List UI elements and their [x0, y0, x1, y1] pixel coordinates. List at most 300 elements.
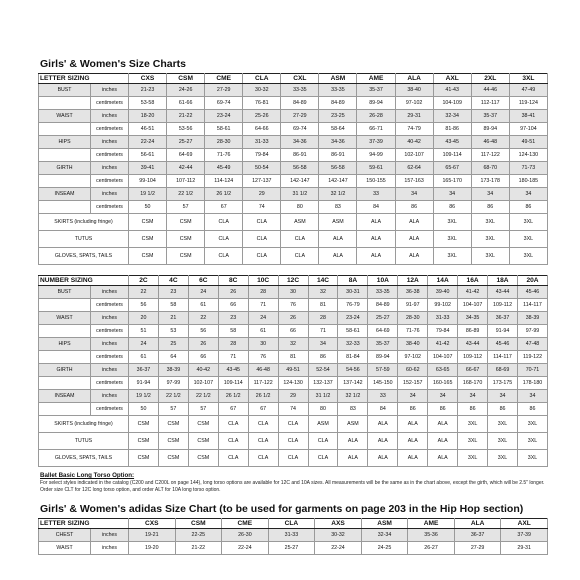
size-value-cell: 58 — [218, 325, 248, 338]
size-value-cell: ASM — [338, 416, 368, 433]
size-value-cell: 41-42 — [458, 286, 488, 299]
size-value-cell: CSM — [188, 433, 218, 450]
size-value-cell: 56 — [129, 299, 159, 312]
size-value-cell: 61-66 — [167, 97, 205, 110]
row-label: BUST — [39, 84, 91, 97]
size-value-cell: 124-130 — [278, 377, 308, 390]
unit-label: centimeters — [91, 377, 129, 390]
size-value-cell: 91-94 — [129, 377, 159, 390]
size-value-cell: 79-84 — [243, 149, 281, 162]
size-value-cell: 26 — [278, 312, 308, 325]
size-value-cell: 61 — [188, 299, 218, 312]
row-label: GLOVES, SPATS, TAILS — [39, 450, 129, 467]
unit-label: inches — [91, 338, 129, 351]
size-value-cell: 21-23 — [129, 84, 167, 97]
size-value-cell: 89-94 — [471, 123, 509, 136]
table-row — [39, 201, 548, 214]
size-value-cell: 18-20 — [129, 110, 167, 123]
size-column-header: CSM — [167, 74, 205, 84]
size-value-cell: 26 1/2 — [205, 188, 243, 201]
size-value-cell: 119-122 — [517, 351, 547, 364]
size-value-cell: 57 — [188, 403, 218, 416]
size-value-cell: 97-102 — [395, 97, 433, 110]
size-value-cell: CLA — [243, 248, 281, 265]
size-value-cell: 38-40 — [398, 338, 428, 351]
size-value-cell: 56-58 — [319, 162, 357, 175]
size-value-cell: CSM — [129, 450, 159, 467]
size-value-cell: 32-34 — [433, 110, 471, 123]
size-value-cell: 31-33 — [243, 136, 281, 149]
size-value-cell: ALA — [319, 231, 357, 248]
size-value-cell: 38-39 — [517, 312, 547, 325]
unit-label: inches — [91, 529, 129, 542]
size-value-cell: 3XL — [471, 214, 509, 231]
size-value-cell: 81-86 — [433, 123, 471, 136]
size-column-header: 2C — [129, 276, 159, 286]
size-value-cell: 81-84 — [338, 351, 368, 364]
size-column-header: CLA — [268, 519, 315, 529]
size-value-cell: 64 — [158, 351, 188, 364]
unit-label: inches — [91, 364, 129, 377]
row-label — [39, 403, 91, 416]
size-value-cell: 30 — [248, 338, 278, 351]
size-value-cell: 31 1/2 — [281, 188, 319, 201]
size-value-cell: 29 — [278, 390, 308, 403]
table-row — [39, 377, 548, 390]
size-value-cell: CLA — [205, 231, 243, 248]
size-column-header: CSM — [175, 519, 222, 529]
size-value-cell: 79-84 — [428, 325, 458, 338]
size-value-cell: CSM — [167, 214, 205, 231]
size-value-cell: 60-62 — [398, 364, 428, 377]
unit-label: centimeters — [91, 123, 129, 136]
size-value-cell: 107-112 — [167, 175, 205, 188]
size-value-cell: 102-107 — [188, 377, 218, 390]
size-value-cell: 38-39 — [158, 364, 188, 377]
size-value-cell: 23-24 — [338, 312, 368, 325]
table-row — [39, 188, 548, 201]
size-value-cell: 58-61 — [205, 123, 243, 136]
size-value-cell: ASM — [319, 214, 357, 231]
note-title: Ballet Basic Long Torso Option: — [40, 472, 135, 479]
size-value-cell: CSM — [167, 231, 205, 248]
size-column-header: 20A — [517, 276, 547, 286]
size-value-cell: 43-44 — [458, 338, 488, 351]
size-column-header: 4C — [158, 276, 188, 286]
size-value-cell: CLA — [281, 248, 319, 265]
size-value-cell: ALA — [357, 248, 395, 265]
size-value-cell: 67 — [248, 403, 278, 416]
size-value-cell: 43-45 — [218, 364, 248, 377]
size-value-cell: 25-27 — [268, 542, 315, 555]
row-label: HIPS — [39, 338, 91, 351]
size-value-cell: 43-44 — [488, 286, 518, 299]
size-value-cell: 114-124 — [205, 175, 243, 188]
size-value-cell: CSM — [167, 248, 205, 265]
size-value-cell: 26 — [188, 338, 218, 351]
size-value-cell: 22 — [188, 312, 218, 325]
size-value-cell: 34 — [398, 390, 428, 403]
size-value-cell: 36-38 — [398, 286, 428, 299]
size-value-cell: 50 — [129, 403, 159, 416]
size-value-cell: CLA — [218, 416, 248, 433]
size-column-header: 12A — [398, 276, 428, 286]
size-column-header: 3XL — [509, 74, 547, 84]
size-value-cell: 34 — [428, 390, 458, 403]
size-value-cell: 26-27 — [408, 542, 455, 555]
unit-label: centimeters — [91, 403, 129, 416]
unit-label: inches — [91, 542, 129, 555]
size-column-header: AXL — [433, 74, 471, 84]
table-row — [39, 110, 548, 123]
size-value-cell: 34 — [433, 188, 471, 201]
size-value-cell: 33-35 — [281, 84, 319, 97]
size-value-cell: 36-37 — [454, 529, 501, 542]
table-row — [39, 149, 548, 162]
size-value-cell: 109-112 — [488, 299, 518, 312]
header-row — [39, 519, 548, 529]
size-value-cell: 32 1/2 — [338, 390, 368, 403]
size-value-cell: 34 — [458, 390, 488, 403]
size-value-cell: ALA — [428, 416, 458, 433]
size-value-cell: 25-27 — [368, 312, 398, 325]
size-column-header: CXS — [129, 74, 167, 84]
unit-label: inches — [91, 110, 129, 123]
size-value-cell: 84 — [357, 201, 395, 214]
size-value-cell: 109-112 — [458, 351, 488, 364]
size-value-cell: 3XL — [433, 214, 471, 231]
size-value-cell: 34 — [517, 390, 547, 403]
size-value-cell: 36-37 — [129, 364, 159, 377]
size-value-cell: ALA — [368, 433, 398, 450]
table-row — [39, 214, 548, 231]
size-value-cell: 83 — [319, 201, 357, 214]
size-value-cell: 68-69 — [488, 364, 518, 377]
size-value-cell: 24 — [248, 312, 278, 325]
size-value-cell: 76 — [278, 299, 308, 312]
size-value-cell: CSM — [188, 416, 218, 433]
charts-title: Girls' & Women's Size Charts — [40, 58, 187, 70]
size-value-cell: 76-79 — [338, 299, 368, 312]
size-value-cell: ALA — [428, 433, 458, 450]
size-value-cell: 27-29 — [281, 110, 319, 123]
size-value-cell: 28 — [248, 286, 278, 299]
size-value-cell: ALA — [398, 433, 428, 450]
size-value-cell: 104-107 — [458, 299, 488, 312]
size-value-cell: 34 — [488, 390, 518, 403]
size-value-cell: 173-175 — [488, 377, 518, 390]
size-value-cell: 71 — [218, 351, 248, 364]
table-row — [39, 338, 548, 351]
size-value-cell: 66-71 — [357, 123, 395, 136]
size-value-cell: 127-137 — [243, 175, 281, 188]
size-value-cell: 145-150 — [368, 377, 398, 390]
size-value-cell: CSM — [158, 433, 188, 450]
size-value-cell: ALA — [398, 416, 428, 433]
table-row — [39, 248, 548, 265]
size-value-cell: CSM — [188, 450, 218, 467]
size-value-cell: 84-89 — [319, 97, 357, 110]
size-value-cell: 22-24 — [315, 542, 362, 555]
row-label — [39, 149, 91, 162]
size-value-cell: 3XL — [458, 450, 488, 467]
size-value-cell: 35-37 — [471, 110, 509, 123]
size-value-cell: 152-157 — [398, 377, 428, 390]
size-value-cell: 91-97 — [398, 299, 428, 312]
sizing-type-header: LETTER SIZING — [39, 74, 129, 84]
size-value-cell: 66-67 — [458, 364, 488, 377]
size-column-header: ALA — [395, 74, 433, 84]
size-value-cell: 50-54 — [243, 162, 281, 175]
row-label: SKIRTS (including fringe) — [39, 214, 129, 231]
size-value-cell: 84-89 — [281, 97, 319, 110]
row-label: HIPS — [39, 136, 91, 149]
row-label: TUTUS — [39, 433, 129, 450]
size-value-cell: 63-65 — [428, 364, 458, 377]
row-label: GIRTH — [39, 364, 91, 377]
size-value-cell: 97-104 — [509, 123, 547, 136]
size-value-cell: 19-20 — [129, 542, 176, 555]
size-value-cell: 21 — [158, 312, 188, 325]
size-value-cell: 45-46 — [517, 286, 547, 299]
size-value-cell: 89-94 — [357, 97, 395, 110]
size-value-cell: 76 — [248, 351, 278, 364]
size-value-cell: 81 — [308, 299, 338, 312]
size-value-cell: 38-40 — [395, 84, 433, 97]
size-column-header: AME — [357, 74, 395, 84]
row-label: GLOVES, SPATS, TAILS — [39, 248, 129, 265]
size-value-cell: 160-165 — [428, 377, 458, 390]
size-value-cell: 22-24 — [129, 136, 167, 149]
size-value-cell: 57 — [158, 403, 188, 416]
size-value-cell: 69-74 — [205, 97, 243, 110]
size-value-cell: CSM — [129, 416, 159, 433]
size-value-cell: CSM — [158, 416, 188, 433]
size-value-cell: 124-130 — [509, 149, 547, 162]
size-value-cell: 34 — [395, 188, 433, 201]
size-value-cell: 65-67 — [433, 162, 471, 175]
row-label: WAIST — [39, 110, 91, 123]
size-value-cell: 39-41 — [129, 162, 167, 175]
long-torso-note — [40, 472, 548, 493]
size-value-cell: ALA — [428, 450, 458, 467]
size-value-cell: 86 — [308, 351, 338, 364]
size-value-cell: ALA — [395, 214, 433, 231]
size-value-cell: 142-147 — [319, 175, 357, 188]
size-value-cell: 58 — [158, 299, 188, 312]
table-row — [39, 416, 548, 433]
size-value-cell: 66 — [188, 351, 218, 364]
size-value-cell: 39-40 — [428, 286, 458, 299]
size-value-cell: CSM — [129, 248, 167, 265]
size-value-cell: 61 — [248, 325, 278, 338]
unit-label: centimeters — [91, 299, 129, 312]
size-value-cell: 47-48 — [517, 338, 547, 351]
size-value-cell: 57 — [167, 201, 205, 214]
number-sizing-table — [38, 275, 548, 467]
size-value-cell: 109-114 — [218, 377, 248, 390]
size-value-cell: 97-102 — [398, 351, 428, 364]
size-value-cell: 178-180 — [517, 377, 547, 390]
size-value-cell: 34-36 — [319, 136, 357, 149]
size-value-cell: ALA — [357, 214, 395, 231]
size-value-cell: CLA — [248, 433, 278, 450]
size-value-cell: 31 1/2 — [308, 390, 338, 403]
size-value-cell: CLA — [205, 248, 243, 265]
size-value-cell: CLA — [281, 231, 319, 248]
size-value-cell: 41-42 — [428, 338, 458, 351]
size-value-cell: CLA — [308, 450, 338, 467]
size-value-cell: 80 — [281, 201, 319, 214]
size-value-cell: 22 1/2 — [158, 390, 188, 403]
size-value-cell: 59-61 — [357, 162, 395, 175]
size-value-cell: 28 — [218, 338, 248, 351]
size-value-cell: CSM — [158, 450, 188, 467]
size-value-cell: 49-51 — [278, 364, 308, 377]
size-value-cell: CLA — [243, 214, 281, 231]
row-label: INSEAM — [39, 390, 91, 403]
size-value-cell: 150-155 — [357, 175, 395, 188]
size-value-cell: 56 — [188, 325, 218, 338]
size-value-cell: 3XL — [433, 231, 471, 248]
size-value-cell: 86 — [458, 403, 488, 416]
size-value-cell: ALA — [368, 416, 398, 433]
size-value-cell: 37-39 — [357, 136, 395, 149]
table-row — [39, 450, 548, 467]
size-value-cell: 76-81 — [243, 97, 281, 110]
size-column-header: 12C — [278, 276, 308, 286]
size-value-cell: 86 — [395, 201, 433, 214]
size-column-header: 8A — [338, 276, 368, 286]
size-value-cell: 3XL — [509, 231, 547, 248]
size-value-cell: 64-69 — [368, 325, 398, 338]
size-value-cell: 40-42 — [395, 136, 433, 149]
size-value-cell: 86 — [428, 403, 458, 416]
size-value-cell: CLA — [218, 450, 248, 467]
size-value-cell: CLA — [248, 450, 278, 467]
size-value-cell: 71-76 — [398, 325, 428, 338]
table-row — [39, 312, 548, 325]
size-value-cell: 26-30 — [222, 529, 269, 542]
size-value-cell: CLA — [205, 214, 243, 231]
size-value-cell: 29-31 — [501, 542, 548, 555]
size-value-cell: 64-69 — [167, 149, 205, 162]
size-value-cell: ASM — [308, 416, 338, 433]
size-value-cell: 104-107 — [428, 351, 458, 364]
size-value-cell: 32 — [278, 338, 308, 351]
size-value-cell: 58-64 — [319, 123, 357, 136]
size-value-cell: 71 — [308, 325, 338, 338]
size-value-cell: CLA — [278, 433, 308, 450]
size-value-cell: 24-25 — [361, 542, 408, 555]
size-column-header: 10A — [368, 276, 398, 286]
size-value-cell: 102-107 — [395, 149, 433, 162]
size-value-cell: 23 — [158, 286, 188, 299]
size-column-header: 8C — [218, 276, 248, 286]
size-value-cell: ALA — [398, 450, 428, 467]
size-value-cell: ALA — [395, 248, 433, 265]
size-value-cell: 22-25 — [175, 529, 222, 542]
sizing-type-header: LETTER SIZING — [39, 519, 129, 529]
size-value-cell: 24 — [188, 286, 218, 299]
size-value-cell: 32 — [308, 286, 338, 299]
size-value-cell: 168-170 — [458, 377, 488, 390]
size-value-cell: 23 — [218, 312, 248, 325]
size-value-cell: 3XL — [458, 433, 488, 450]
size-value-cell: 33 — [357, 188, 395, 201]
unit-label: centimeters — [91, 201, 129, 214]
size-value-cell: 33-35 — [368, 286, 398, 299]
size-value-cell: 84 — [368, 403, 398, 416]
size-value-cell: 24 — [129, 338, 159, 351]
table-row — [39, 84, 548, 97]
size-column-header: AXS — [315, 519, 362, 529]
size-value-cell: 91-94 — [488, 325, 518, 338]
table-row — [39, 97, 548, 110]
size-value-cell: 32-34 — [361, 529, 408, 542]
size-value-cell: 86 — [398, 403, 428, 416]
size-value-cell: 83 — [338, 403, 368, 416]
size-column-header: 16A — [458, 276, 488, 286]
size-value-cell: 53 — [158, 325, 188, 338]
size-value-cell: 3XL — [517, 450, 547, 467]
size-value-cell: 26 1/2 — [218, 390, 248, 403]
size-chart-page — [38, 58, 548, 555]
size-value-cell: 26 — [218, 286, 248, 299]
size-column-header: 2XL — [471, 74, 509, 84]
size-value-cell: 119-124 — [509, 97, 547, 110]
size-value-cell: ASM — [281, 214, 319, 231]
size-value-cell: 74-79 — [395, 123, 433, 136]
size-value-cell: 43-45 — [433, 136, 471, 149]
size-value-cell: 21-22 — [175, 542, 222, 555]
size-value-cell: CLA — [308, 433, 338, 450]
size-value-cell: CLA — [278, 450, 308, 467]
size-value-cell: 165-170 — [433, 175, 471, 188]
size-value-cell: ALA — [319, 248, 357, 265]
size-value-cell: 46-48 — [248, 364, 278, 377]
size-value-cell: 30-31 — [338, 286, 368, 299]
table-row — [39, 299, 548, 312]
size-value-cell: 68-70 — [471, 162, 509, 175]
table-row — [39, 231, 548, 248]
table-row — [39, 286, 548, 299]
size-value-cell: 3XL — [509, 214, 547, 231]
size-value-cell: 50 — [129, 201, 167, 214]
row-label — [39, 201, 91, 214]
size-value-cell: 74 — [278, 403, 308, 416]
row-label — [39, 97, 91, 110]
size-value-cell: 20 — [129, 312, 159, 325]
size-value-cell: 25-27 — [167, 136, 205, 149]
size-value-cell: 137-142 — [338, 377, 368, 390]
size-value-cell: CSM — [129, 214, 167, 231]
unit-label: centimeters — [91, 351, 129, 364]
size-value-cell: 42-44 — [167, 162, 205, 175]
unit-label: inches — [91, 390, 129, 403]
size-value-cell: 64-66 — [243, 123, 281, 136]
size-value-cell: 34 — [308, 338, 338, 351]
row-label: CHEST — [39, 529, 91, 542]
size-value-cell: 26-28 — [357, 110, 395, 123]
size-value-cell: 69-74 — [281, 123, 319, 136]
unit-label: centimeters — [91, 325, 129, 338]
row-label: TUTUS — [39, 231, 129, 248]
size-value-cell: 71-76 — [205, 149, 243, 162]
row-label — [39, 325, 91, 338]
size-value-cell: 132-137 — [308, 377, 338, 390]
size-value-cell: 45-46 — [488, 338, 518, 351]
